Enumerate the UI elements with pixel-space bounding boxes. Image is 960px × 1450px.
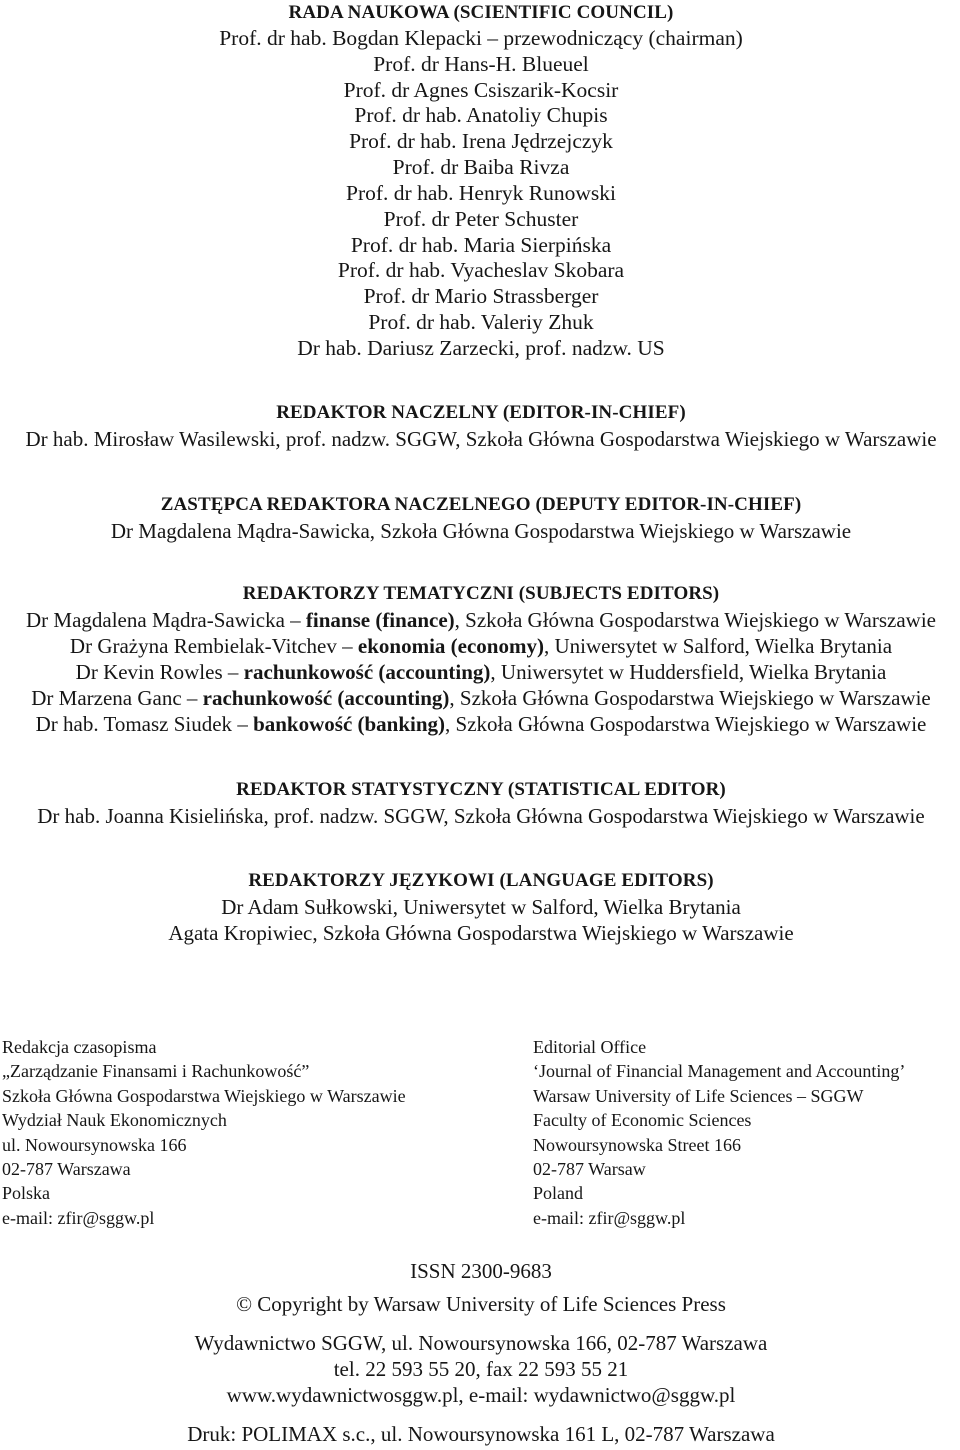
subject-editor-affiliation: Szkoła Główna Gospodarstwa Wiejskiego w Warszawie — [459, 686, 931, 710]
subject-editor-field: rachunkowość (accounting) — [202, 686, 450, 710]
council-member: Dr hab. Dariusz Zarzecki, prof. nadzw. US — [297, 335, 665, 360]
council-member: Prof. dr hab. Valeriy Zhuk — [368, 310, 594, 335]
council-member: Prof. dr Baiba Rivza — [392, 155, 570, 180]
deputy-editor-person: Dr Magdalena Mądra-Sawicka, Szkoła Główna Gospodarstwa Wiejskiego w Warszawie — [110, 519, 852, 543]
council-member: Prof. dr Peter Schuster — [383, 206, 579, 231]
office-line: „Zarządzanie Finansami i Rachunkowość” — [2, 1061, 310, 1082]
council-member: Prof. dr hab. Bogdan Klepacki – przewodniczący (chairman) — [219, 25, 743, 50]
editor-in-chief-person: Dr hab. Mirosław Wasilewski, prof. nadzw. SGGW, Szkoła Główna Gospodarstwa Wiejskiego w Warszawie — [25, 427, 937, 451]
subject-editors-heading: REDAKTORZY TEMATYCZNI (SUBJECTS EDITORS) — [242, 583, 720, 604]
subject-editor-row — [2, 607, 960, 633]
copyright-block — [2, 1291, 960, 1317]
dash-separator: – — [290, 608, 301, 632]
issn-number: ISSN 2300-9683 — [410, 1259, 552, 1283]
council-member: Prof. dr hab. Irena Jędrzejczyk — [349, 129, 613, 154]
subject-editor-field: rachunkowość (accounting) — [243, 660, 491, 684]
deputy-editor-heading: ZASTĘPCA REDAKTORA NACZELNEGO (DEPUTY EDITOR-IN-CHIEF) — [160, 494, 802, 515]
subject-editor-name: Dr Kevin Rowles — [75, 660, 223, 684]
comma-separator: , — [543, 634, 550, 658]
publisher-address: Wydawnictwo SGGW, ul. Nowoursynowska 166, 02-787 Warszawa — [194, 1331, 768, 1355]
office-line: ul. Nowoursynowska 166 — [2, 1134, 187, 1155]
statistical-editor-heading: REDAKTOR STATYSTYCZNY (STATISTICAL EDITOR) — [236, 779, 726, 800]
office-line: 02-787 Warszawa — [2, 1159, 131, 1180]
editor-in-chief-section — [2, 400, 960, 452]
office-line: Poland — [533, 1183, 584, 1204]
editor-in-chief-heading: REDAKTOR NACZELNY (EDITOR-IN-CHIEF) — [276, 402, 686, 423]
statistical-editor-section — [2, 777, 960, 829]
office-line: Polska — [2, 1183, 51, 1204]
subject-editor-affiliation: Uniwersytet w Huddersfield, Wielka Brytania — [500, 660, 887, 684]
comma-separator: , — [490, 660, 496, 684]
scientific-council-section — [2, 0, 960, 362]
printer-block — [2, 1421, 960, 1447]
office-email: e-mail: zfir@sggw.pl — [2, 1207, 155, 1228]
language-editor-person: Dr Adam Sułkowski, Uniwersytet w Salford, Wielka Brytania — [221, 895, 741, 919]
subject-editors-section — [2, 581, 960, 737]
comma-separator: , — [445, 712, 451, 736]
dash-separator: – — [227, 660, 239, 684]
copyright-notice: © Copyright by Warsaw University of Life Sciences Press — [236, 1292, 726, 1316]
office-line: Redakcja czasopisma — [2, 1037, 157, 1057]
language-editors-section — [2, 868, 960, 946]
office-email: e-mail: zfir@sggw.pl — [533, 1207, 686, 1228]
office-line: 02-787 Warsaw — [533, 1159, 646, 1180]
subject-editor-affiliation: Uniwersytet w Salford, Wielka Brytania — [554, 634, 893, 658]
subject-editor-name: Dr Grażyna Rembielak-Vitchev — [69, 634, 337, 658]
dash-separator: – — [237, 712, 248, 736]
comma-separator: , — [449, 686, 455, 710]
subject-editor-field: finanse (finance) — [305, 608, 455, 632]
comma-separator: , — [454, 608, 460, 632]
council-member: Prof. dr hab. Anatoliy Chupis — [354, 103, 608, 128]
office-line: Szkoła Główna Gospodarstwa Wiejskiego w Warszawie — [2, 1085, 406, 1106]
subject-editor-field: bankowość (banking) — [253, 712, 446, 736]
subject-editor-row — [2, 633, 960, 659]
dash-separator: – — [342, 634, 353, 658]
subject-editor-affiliation: Szkoła Główna Gospodarstwa Wiejskiego w Warszawie — [455, 712, 927, 736]
subject-editor-field: ekonomia (economy) — [357, 634, 544, 658]
printer-info: Druk: POLIMAX s.c., ul. Nowoursynowska 161 L, 02-787 Warszawa — [187, 1422, 775, 1446]
office-line: Editorial Office — [533, 1037, 647, 1057]
editorial-office-english — [533, 1035, 905, 1230]
statistical-editor-person: Dr hab. Joanna Kisielińska, prof. nadzw. SGGW, Szkoła Główna Gospodarstwa Wiejskiego w Warszawie — [37, 804, 925, 828]
office-line: Nowoursynowska Street 166 — [533, 1134, 741, 1155]
council-member: Prof. dr Mario Strassberger — [363, 284, 599, 309]
council-member: Prof. dr hab. Vyacheslav Skobara — [337, 258, 625, 283]
office-line: ‘Journal of Financial Management and Accounting’ — [533, 1061, 906, 1082]
subject-editor-name: Dr hab. Tomasz Siudek — [35, 712, 233, 736]
council-member: Prof. dr Agnes Csiszarik-Kocsir — [343, 77, 619, 102]
deputy-editor-section — [2, 492, 960, 544]
office-line: Warsaw University of Life Sciences – SGGW — [533, 1085, 864, 1106]
subject-editor-row — [2, 685, 960, 711]
subject-editor-affiliation: Szkoła Główna Gospodarstwa Wiejskiego w Warszawie — [465, 608, 936, 632]
publisher-block — [2, 1330, 960, 1408]
language-editor-person: Agata Kropiwiec, Szkoła Główna Gospodarstwa Wiejskiego w Warszawie — [168, 921, 794, 945]
subject-editor-row — [2, 711, 960, 737]
dash-separator: – — [186, 686, 198, 710]
office-line: Faculty of Economic Sciences — [533, 1110, 752, 1131]
publisher-web-email: www.wydawnictwosggw.pl, e-mail: wydawnictwo@sggw.pl — [226, 1383, 736, 1407]
publisher-phone: tel. 22 593 55 20, fax 22 593 55 21 — [333, 1357, 629, 1381]
language-editors-heading: REDAKTORZY JĘZYKOWI (LANGUAGE EDITORS) — [248, 870, 714, 891]
subject-editor-row — [2, 659, 960, 685]
council-member: Prof. dr hab. Maria Sierpińska — [350, 232, 612, 257]
scientific-council-heading: RADA NAUKOWA (SCIENTIFIC COUNCIL) — [288, 2, 674, 23]
office-line: Wydział Nauk Ekonomicznych — [2, 1110, 227, 1131]
issn-block — [2, 1258, 960, 1284]
editorial-office-polish — [2, 1035, 406, 1230]
subject-editor-name: Dr Magdalena Mądra-Sawicka — [26, 608, 285, 632]
council-member: Prof. dr Hans-H. Blueuel — [373, 51, 589, 76]
council-member: Prof. dr hab. Henryk Runowski — [346, 180, 616, 205]
subject-editor-name: Dr Marzena Ganc — [31, 686, 182, 710]
